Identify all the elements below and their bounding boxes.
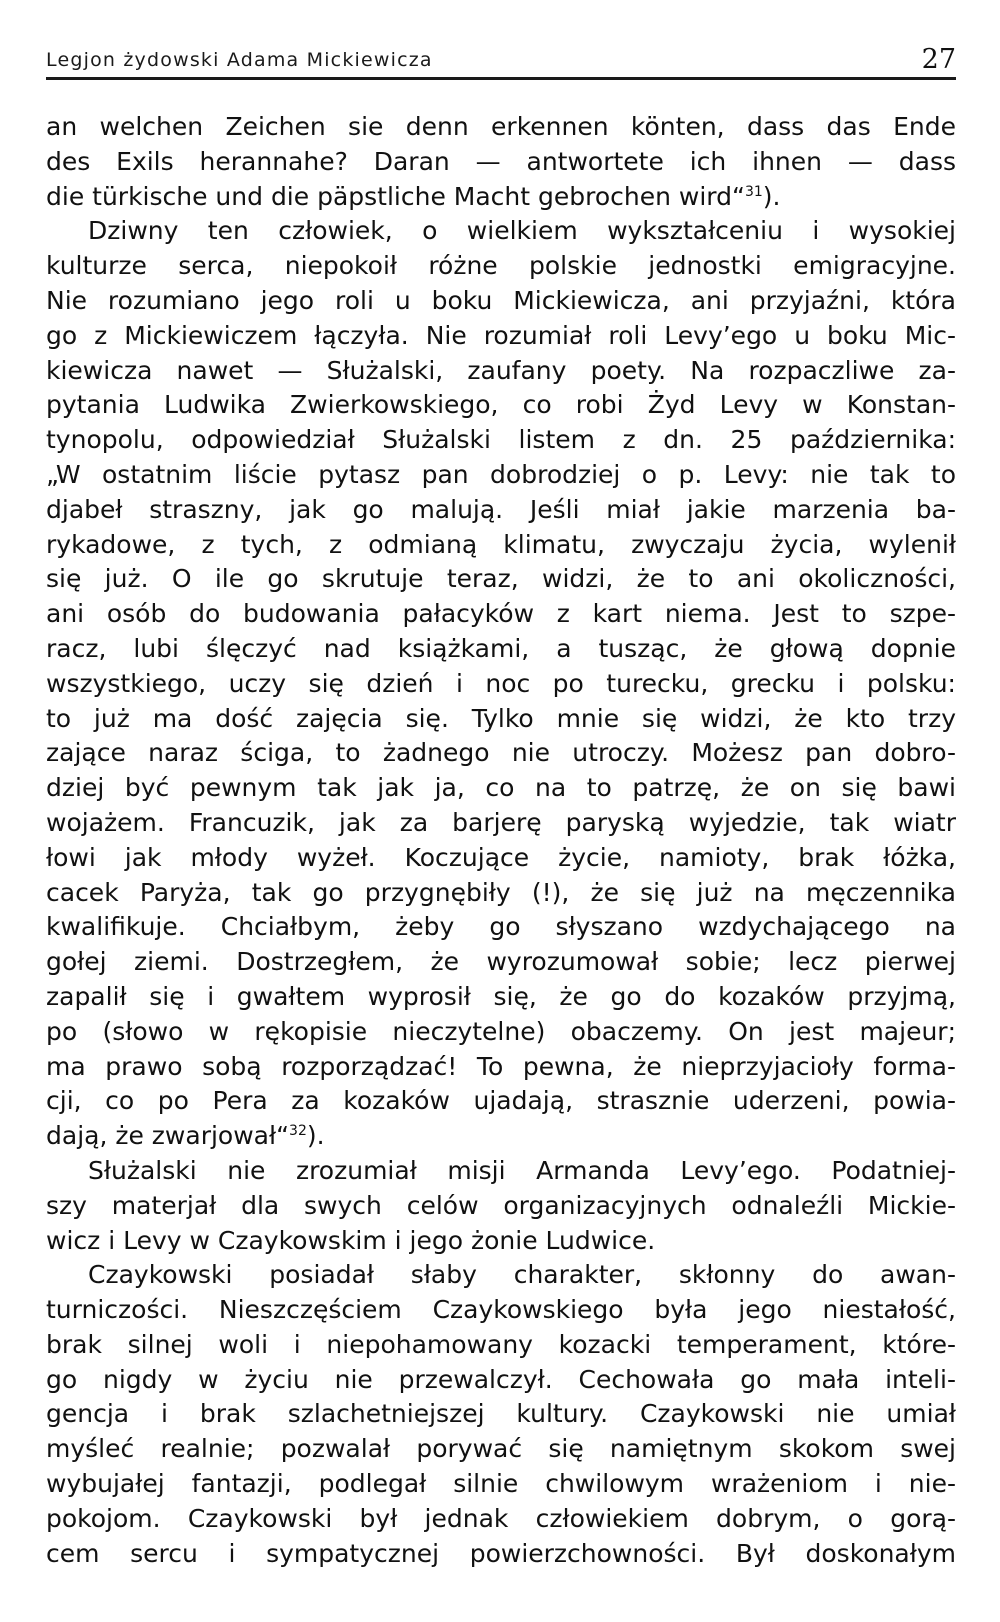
text-line: gencja i brak szlachetniejszej kultury. Czaykowski nie umiał [46, 1399, 956, 1429]
text-line: po (słowo w rękopisie nieczytelne) obaczemy. On jest majeur; [46, 1016, 956, 1046]
footnote-close: ). [762, 181, 781, 211]
body-text [46, 110, 956, 1571]
text-line: wszystkiego, uczy się dzień i noc po turecku, grecku i polsku: [46, 668, 956, 698]
text-line: łowi jak młody wyżeł. Koczujące życie, namioty, brak łóżka, [46, 842, 956, 872]
text-line: cacek Paryża, tak go przygnębiły (!), że się już na męczennika [46, 877, 956, 907]
text-line: brak silnej woli i niepohamowany kozacki temperament, które- [46, 1329, 956, 1359]
text-line: szy materjał dla swych celów organizacyjnych odnaleźli Mickie- [46, 1190, 956, 1220]
page-header [46, 40, 956, 80]
text-line: wybujałej fantazji, podlegał silnie chwilowym wrażeniom i nie- [46, 1469, 956, 1499]
book-page [46, 40, 956, 1610]
header-rule [46, 77, 956, 80]
text-line: wicz i Levy w Czaykowskim i jego żonie Ludwice. [46, 1225, 656, 1255]
text-line: kulturze serca, niepokoił różne polskie jednostki emigracyjne. [46, 251, 956, 281]
text-line: Czaykowski posiadał słaby charakter, skłonny do awan- [88, 1260, 956, 1290]
text-line: ma prawo sobą rozporządzać! To pewna, że nieprzyjacioły forma- [46, 1051, 956, 1081]
text-line: tynopolu, odpowiedział Służalski listem z dn. 25 października: [46, 425, 956, 455]
text-line: rykadowe, z tych, z odmianą klimatu, zwyczaju życia, wylenił [46, 529, 956, 559]
text-line: go nigdy w życiu nie przewalczył. Cechowała go mała inteli- [46, 1364, 956, 1394]
page-number: 27 [921, 44, 956, 75]
footnote-ref-31: 31 [744, 183, 763, 200]
text-line: racz, lubi ślęczyć nad książkami, a tusząc, że głową dopnie [46, 633, 956, 663]
footnote-ref-32: 32 [289, 1123, 307, 1140]
text-line: pytania Ludwika Zwierkowskiego, co robi Żyd Levy w Konstan- [46, 390, 956, 420]
text-line: cji, co po Pera za kozaków ujadają, strasznie uderzeni, powia- [46, 1086, 956, 1116]
text-line: dziej być pewnym tak jak ja, co na to patrzę, że on się bawi [46, 773, 956, 803]
text-line: Dziwny ten człowiek, o wielkiem wykształceniu i wysokiej [88, 216, 956, 246]
text-line: się już. O ile go skrutuje teraz, widzi, że to ani okoliczności, [46, 564, 956, 594]
text-line: zapalił się i gwałtem wyprosił się, że go do kozaków przyjmą, [46, 981, 956, 1011]
text-line: gołej ziemi. Dostrzegłem, że wyrozumował sobie; lecz pierwej [46, 947, 956, 977]
text-line-content: die türkische und die päpstliche Macht gebrochen wird“ [46, 181, 745, 211]
text-line: kiewicza nawet — Służalski, zaufany poety. Na rozpaczliwe za- [46, 355, 956, 385]
text-line: pokojom. Czaykowski był jednak człowiekiem dobrym, o gorą- [46, 1503, 956, 1533]
text-line [46, 1119, 956, 1154]
text-line: zające naraz ściga, to żadnego nie utroczy. Możesz pan dobro- [46, 738, 956, 768]
text-line: des Exils herannahe? Daran — antwortete ich ihnen — dass [46, 146, 956, 176]
text-line: djabeł straszny, jak go malują. Jeśli miał jakie marzenia ba- [46, 494, 956, 524]
text-line: go z Mickiewiczem łączyła. Nie rozumiał roli Levy’ego u boku Mic- [46, 320, 956, 350]
text-line: wojażem. Francuzik, jak za barjerę paryską wyjedzie, tak wiatr [46, 807, 956, 837]
text-line: Służalski nie zrozumiał misji Armanda Levy’ego. Podatniej- [88, 1155, 956, 1185]
text-line: to już ma dość zajęcia się. Tylko mnie się widzi, że kto trzy [46, 703, 956, 733]
text-line: turniczości. Nieszczęściem Czaykowskiego była jego niestałość, [46, 1295, 956, 1325]
footnote-close: ). [306, 1121, 325, 1151]
text-line: kwalifikuje. Chciałbym, żeby go słyszano wzdychającego na [46, 912, 956, 942]
text-line: an welchen Zeichen sie denn erkennen könten, dass das Ende [46, 112, 956, 141]
text-line: „W ostatnim liście pytasz pan dobrodziej o p. Levy: nie tak to [46, 459, 956, 489]
text-line [46, 180, 956, 215]
running-title: Legjon żydowski Adama Mickiewicza [46, 49, 433, 71]
text-line: myśleć realnie; pozwalał porywać się namiętnym skokom swej [46, 1434, 956, 1464]
text-line-content: dają, że zwarjował“ [46, 1121, 290, 1151]
text-line: Nie rozumiano jego roli u boku Mickiewicza, ani przyjaźni, która [46, 285, 956, 315]
text-line: ani osób do budowania pałacyków z kart niema. Jest to szpe- [46, 599, 956, 629]
text-line: cem sercu i sympatycznej powierzchowności. Był doskonałym [46, 1538, 956, 1568]
